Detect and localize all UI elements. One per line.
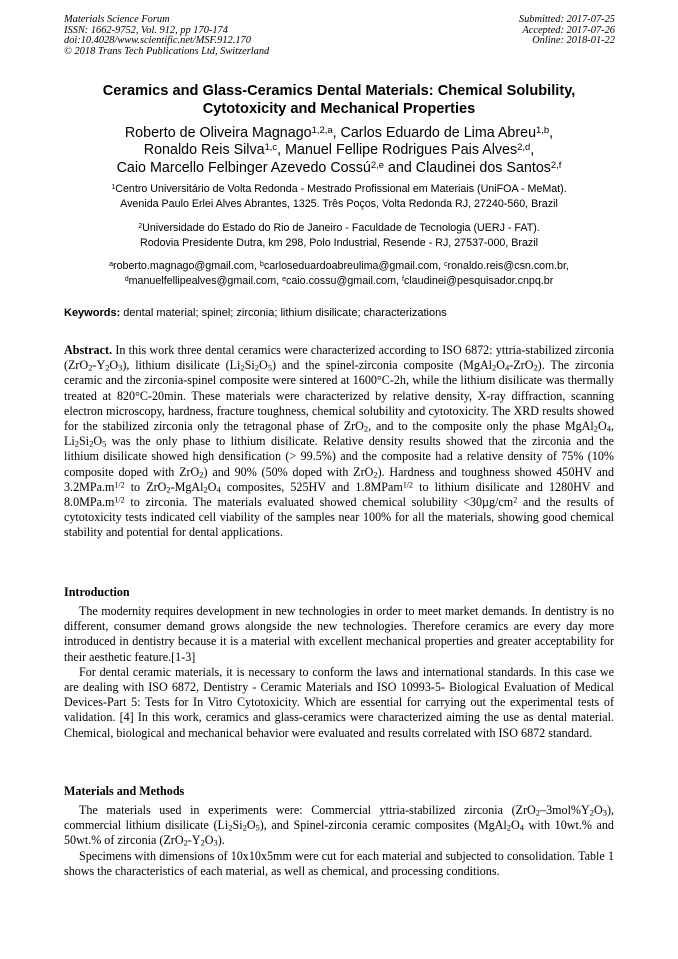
paragraph: Specimens with dimensions of 10x10x5mm were cut for each material and subjected to consolidation. Table 1 shows the characteristics of each material, as well as chemical, and processing conditions.: [64, 848, 614, 878]
paragraph: The modernity requires development in new technologies in order to meet market demands. In dentistry is no different, consumer demand grows alongside the new technologies. Therefore ceramics are every day more introduced in dentistry because it is a material with excellent mechanical properties and greater acceptability for their aesthetic feature.[1-3]: [64, 604, 614, 664]
introduction-body: [64, 604, 614, 741]
abstract-label: Abstract.: [64, 343, 113, 357]
section-heading-methods: Materials and Methods: [64, 784, 185, 798]
journal-issn: ISSN: 1662-9752, Vol. 912, pp 170-174: [64, 24, 228, 36]
submitted-date: Submitted: 2017-07-25: [518, 14, 615, 25]
email-link[interactable]: caio.cossu@gmail.com: [286, 275, 397, 288]
author-name: Ronaldo Reis Silva: [143, 142, 265, 159]
affiliation-2: $^2$Universidade do Estado do Rio de Janeiro - Faculdade de Tecnologia (UERJ - FAT). Rodovia Presidente Dutra, km 298, Polo Industrial, Resende - RJ, 27537-000, Brazil: [138, 222, 540, 250]
journal-header: [64, 15, 269, 57]
journal-name: Materials Science Forum: [64, 14, 170, 25]
author-name: Manuel Fellipe Rodrigues Pais Alves: [285, 142, 518, 159]
keywords-text: dental material; spinel; zirconia; lithium disilicate; characterizations: [120, 307, 447, 319]
email-link[interactable]: ronaldo.reis@csn.com.br: [447, 260, 566, 272]
methods-body: [64, 803, 614, 879]
accepted-date: Accepted: 2017-07-26: [522, 24, 615, 36]
author-name: Roberto de Oliveira Magnago: [124, 125, 312, 141]
keywords-label: Keywords:: [64, 307, 121, 319]
email-link[interactable]: roberto.magnago@gmail.com: [113, 260, 254, 272]
section-heading-introduction: Introduction: [64, 585, 130, 599]
keywords: [64, 306, 614, 320]
affiliation-1: $^1$Centro Universitário de Volta Redonda - Mestrado Profissional em Materiais (UniFOA - MeMat). Avenida Paulo Erlei Alves Abrantes, 1325. Três Poços, Volta Redonda RJ, 27240-560, Brazil: [111, 183, 567, 211]
author-list: Roberto de Oliveira Magnago$^{1,2,a}$, Carlos Eduardo de Lima Abreu$^{1,b}$, Ronaldo Reis Silva$^{1,c}$, Manuel Fellipe Rodrigues Pais Alves$^{2,d}$, Caio Marcello Felbinger Azevedo Cossú$^{2,e}$ and Claudinei dos Santos$^{2,f}$: [116, 123, 562, 176]
author-name: Carlos Eduardo de Lima Abreu: [340, 125, 537, 141]
email-link[interactable]: carloseduardoabreulima@gmail.com: [263, 260, 439, 272]
author-name: Caio Marcello Felbinger Azevedo Cossú: [116, 159, 371, 176]
journal-doi: doi:10.4028/www.scientific.net/MSF.912.170: [64, 35, 251, 47]
journal-copyright: © 2018 Trans Tech Publications Ltd, Switzerland: [64, 45, 270, 57]
online-date: Online: 2018-01-22: [532, 35, 615, 47]
publication-dates: [519, 15, 615, 47]
paper-title: Ceramics and Glass-Ceramics Dental Materials: Chemical Solubility, Cytotoxicity and Mechanical Properties: [102, 83, 576, 117]
author-name: Claudinei dos Santos: [415, 159, 551, 176]
paragraph: The materials used in experiments were: Commercial yttria-stabilized zirconia $(ZrO_2-3mol\%Y_2O_3)$, commercial lithium disilicate $(Li_2Si_2O_5)$, and Spinel-zirconia ceramic composites ($MgAl_2O_4$ with 10wt.% and 50wt.% of zirconia $(ZrO_2-Y_2O_3)$.: [64, 803, 614, 849]
email-link[interactable]: claudinei@pesquisador.cnpq.br: [403, 275, 554, 288]
email-link[interactable]: manuelfellipealves@gmail.com: [128, 275, 277, 288]
abstract: Abstract. In this work three dental ceramics were characterized according to ISO 6872: yttria-stabilized zirconia $(ZrO_2-Y_2O_3)$, lithium disilicate $(Li_2Si_2O_5)$ and the spinel-zirconia composite $(MgAl_2O_4-ZrO_2)$. The zirconia ceramic and the zirconia-spinel composite were sintered at 1600°C-2h, while the lithium disilicate was thermally treated at 820°C-20min. These materials were characterized by relative density, X-ray diffraction, scanning electron microscopy, hardness, fracture toughness, chemical solubility and cytotoxicity. The XRD results showed for the stabilized zirconia only the tetragonal phase of ZrO$_2$, and to the composite only the phase $MgAl_2O_4$, $Li_2Si_2O_5$ was the only phase to lithium disilicate. Relative density results showed that the zirconia and the lithium disilicate showed high densification (> 99.5%) and the composite had a relative density of 75% (10% composite doped with ZrO$_2$) and 90% (50% doped with ZrO$_2$). Hardness and toughness showed 450HV and $3.2MPa.m^{1/2}$ to $ZrO_2-MgAl_2O_4$ composites, 525HV and 1.8MPam$^{1/2}$ to lithium disilicate and 1280HV and $8.0MPa.m^{1/2}$ to zirconia. The materials evaluated showed chemical solubility $<30\mu g/cm^2$ and the results of cytotoxicity tests indicated cell viability of the samples near 100% for all the materials, showing good chemical stability and potential for dental applications.: [64, 343, 615, 540]
author-emails: $^a$roberto.magnago@gmail.com, $^b$carloseduardoabreulima@gmail.com, $^c$ronaldo.reis@csn.com.br, $^d$manuelfellipealves@gmail.com, $^e$caio.cossu@gmail.com, $^f$claudinei@pesquisador.cnpq.br: [109, 260, 569, 288]
paragraph: For dental ceramic materials, it is necessary to conform the laws and international standards. In this case we are dealing with ISO 6872, Dentistry - Ceramic Materials and ISO 10993-5- Biological Evaluation of Medical Devices-Part 5: Tests for In Vitro Cytotoxicity. Which are essential for carrying out the experimental tests of validation. [4] In this work, ceramics and glass-ceramics were characterized aiming the use as dental material. Chemical, biological and mechanical behavior were evaluated and results correlated with ISO 6872 standard.: [64, 664, 614, 740]
